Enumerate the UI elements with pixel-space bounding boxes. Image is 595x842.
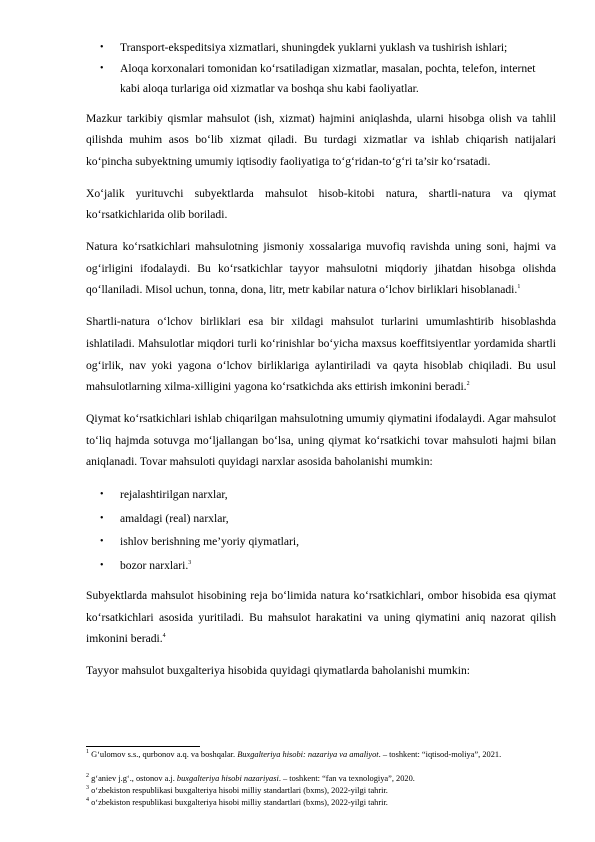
bullet-icon: •: [100, 489, 104, 501]
list-item: [86, 38, 556, 59]
footnote-number: 3: [86, 785, 89, 792]
paragraph: [86, 311, 556, 398]
footnote: [86, 773, 556, 784]
bullet-icon: •: [100, 62, 104, 74]
list-item-text: amaldagi (real) narxlar,: [120, 511, 229, 525]
footnote-text: g‘aniev j.g‘., ostonov a.j.: [91, 774, 177, 783]
bullet-icon: •: [100, 559, 104, 571]
footnote-ref: 2: [466, 381, 470, 388]
footnote-text: o‘zbekiston respublikasi buxgalteriya hisobi milliy standartlari (bxms), 2022-yilgi tahrir.: [91, 798, 388, 807]
list-item: [86, 483, 556, 507]
footnote-number: 1: [86, 749, 89, 756]
paragraph: Tayyor mahsulot buxgalteriya hisobida quyidagi qiymatlarda baholanishi mumkin:: [86, 664, 470, 678]
footnote-number: 4: [86, 797, 89, 804]
footnote-title: buxgalteriya hisobi nazariyasi: [176, 774, 279, 783]
footnote-title: Buxgalteriya hisobi: nazariya va amaliyot: [237, 750, 379, 759]
list-item: [86, 554, 556, 578]
paragraph-text: Subyektlarda mahsulot hisobining reja bo‘limida natura ko‘rsatkichlari, ombor hisobida esa qiymat ko‘rsatkichlari asosida yuritiladi. Bu mahsulot harakatini va uning qiymatini aniq nazorat qilish imkonini beradi.: [86, 589, 556, 646]
paragraph-text: Shartli-natura o‘lchov birliklari esa bir xildagi mahsulot turlarini umumlashtirib hisoblashda ishlatiladi. Mahsulotlar miqdori turli ko‘rinishlar bo‘yicha maxsus koeffitsiyentlar yordamida shartli og‘irlik, nav yoki yagona o‘lchov birliklariga aylantiriladi va qayta hisoblab chiqiladi. Bu usul mahsulotlarning xilma-xilligini yagona ko‘rsatkichda aks ettirish imkonini beradi.: [86, 315, 556, 394]
list-item-text: ishlov berishning me’yoriy qiymatlari,: [120, 535, 300, 549]
paragraph-text: Natura ko‘rsatkichlari mahsulotning jismoniy xossalariga muvofiq ravishda uning soni, hajmi va og‘irligini ifodalaydi. Bu ko‘rsatkichlar tayyor mahsulotni miqdoriy jihatdan hisobga olishda qo‘llaniladi. Misol uchun, tonna, dona, litr, metr kabilar natura o‘lchov birliklari hisoblanadi.: [86, 240, 556, 297]
list-item-text: rejalashtirilgan narxlar,: [120, 488, 228, 502]
footnote-text: . – toshkent: “fan va texnologiya”, 2020.: [278, 774, 415, 783]
footnote: [86, 749, 556, 760]
footnote-divider: [86, 746, 200, 747]
list-item-text: Transport-ekspeditsiya xizmatlari, shuningdek yuklarni yuklash va tushirish ishlari;: [120, 41, 508, 54]
footnote-text: . – toshkent: “iqtisod-moliya”, 2021.: [378, 750, 502, 759]
list-item-text: bozor narxlari.: [120, 558, 189, 572]
footnote-ref: 4: [162, 633, 166, 640]
list-item: [86, 507, 556, 531]
bullet-icon: •: [100, 42, 104, 53]
paragraph: [86, 585, 556, 650]
paragraph: Mazkur tarkibiy qismlar mahsulot (ish, xizmat) hajmini aniqlashda, ularni hisobga olish va tahlil qilishda muhim asos bo‘lib xizmat qiladi. Bu turdagi xizmatlar va ishlab chiqarish natijalari ko‘pincha subyektning umumiy iqtisodiy faoliyatiga to‘g‘ridan-to‘g‘ri ta’sir ko‘rsatadi.: [86, 111, 556, 168]
paragraph: Xo‘jalik yurituvchi subyektlarda mahsulot hisob-kitobi natura, shartli-natura va qiymat ko‘rsatkichlarida olib boriladi.: [86, 186, 556, 222]
bullet-icon: •: [100, 536, 104, 548]
footnote-ref: 3: [188, 559, 192, 566]
footnote: [86, 797, 556, 808]
footnote-ref: 1: [517, 284, 521, 291]
footnote-text: G‘ulomov s.s., qurbonov a.q. va boshqalar.: [91, 750, 238, 759]
paragraph: [86, 236, 556, 301]
footnote-number: 2: [86, 773, 89, 780]
bullet-icon: •: [100, 512, 104, 524]
list-item: [86, 59, 556, 100]
document-page: [86, 38, 556, 692]
footnote-text: o‘zbekiston respublikasi buxgalteriya hisobi milliy standartlari (bxms), 2022-yilgi tahrir.: [91, 786, 388, 795]
paragraph: Qiymat ko‘rsatkichlari ishlab chiqarilgan mahsulotning umumiy qiymatini ifodalaydi. Agar mahsulot to‘liq hajmda sotuvga mo‘ljallangan bo‘lsa, uning qiymat ko‘rsatkichi tovar mahsuloti hajmi bilan aniqlanadi. Tovar mahsuloti quyidagi narxlar asosida baholanishi mumkin:: [86, 411, 556, 469]
footnote: [86, 785, 556, 796]
list-item-text: Aloqa korxonalari tomonidan ko‘rsatiladigan xizmatlar, masalan, pochta, telefon, internet kabi aloqa turlariga oid xizmatlar va boshqa shu kabi faoliyatlar.: [120, 61, 536, 95]
list-item: [86, 530, 556, 554]
